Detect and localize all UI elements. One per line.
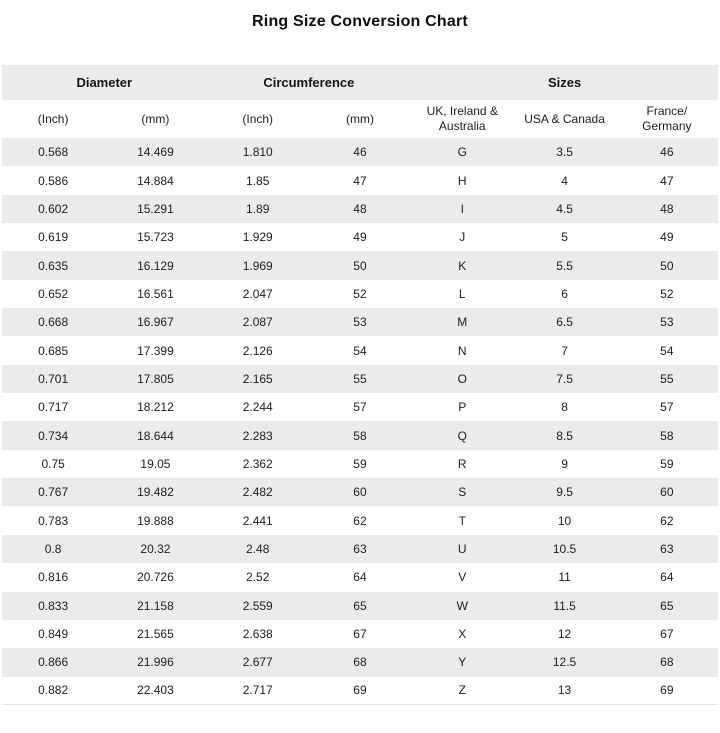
table-cell: 2.559 (207, 592, 309, 620)
column-header-diameter-inch: (Inch) (2, 100, 104, 138)
column-header-diameter-mm: (mm) (104, 100, 206, 138)
table-cell: 60 (616, 478, 718, 506)
table-cell: 16.967 (104, 308, 206, 336)
table-cell: 13 (513, 677, 615, 705)
table-row (2, 506, 718, 534)
table-cell: 4 (513, 166, 615, 194)
column-header-uk-ireland-australia: UK, Ireland & Australia (411, 100, 513, 138)
table-cell: 5.5 (513, 251, 615, 279)
group-header-row (2, 65, 718, 100)
table-cell: W (411, 592, 513, 620)
table-cell: 17.399 (104, 336, 206, 364)
column-header-circumference-mm: (mm) (309, 100, 411, 138)
table-cell: 69 (309, 677, 411, 705)
table-cell: O (411, 365, 513, 393)
table-cell: 67 (309, 620, 411, 648)
table-cell: 2.362 (207, 450, 309, 478)
table-cell: 0.568 (2, 138, 104, 166)
table-cell: 0.866 (2, 648, 104, 676)
table-row (2, 336, 718, 364)
table-cell: 11 (513, 563, 615, 591)
table-cell: 46 (309, 138, 411, 166)
table-cell: 0.783 (2, 506, 104, 534)
table-cell: 57 (309, 393, 411, 421)
column-header-row (2, 100, 718, 138)
table-cell: 58 (309, 421, 411, 449)
table-cell: 54 (309, 336, 411, 364)
table-cell: 3.5 (513, 138, 615, 166)
table-cell: 2.165 (207, 365, 309, 393)
table-cell: 59 (309, 450, 411, 478)
table-cell: 17.805 (104, 365, 206, 393)
table-cell: 52 (309, 280, 411, 308)
table-cell: 14.469 (104, 138, 206, 166)
table-cell: 0.882 (2, 677, 104, 705)
table-cell: 8 (513, 393, 615, 421)
table-cell: J (411, 223, 513, 251)
table-cell: 0.833 (2, 592, 104, 620)
table-cell: 18.644 (104, 421, 206, 449)
table-cell: 12.5 (513, 648, 615, 676)
table-cell: 0.586 (2, 166, 104, 194)
table-cell: 0.75 (2, 450, 104, 478)
group-header-circumference: Circumference (207, 65, 412, 100)
table-cell: 62 (309, 506, 411, 534)
table-cell: L (411, 280, 513, 308)
table-cell: U (411, 535, 513, 563)
table-cell: 5 (513, 223, 615, 251)
table-cell: 65 (309, 592, 411, 620)
table-cell: Q (411, 421, 513, 449)
table-cell: 2.638 (207, 620, 309, 648)
table-row (2, 308, 718, 336)
table-cell: 9 (513, 450, 615, 478)
table-cell: 1.85 (207, 166, 309, 194)
table-cell: P (411, 393, 513, 421)
table-header (2, 65, 718, 138)
table-cell: 0.635 (2, 251, 104, 279)
table-cell: 53 (309, 308, 411, 336)
table-cell: 47 (309, 166, 411, 194)
column-header-usa-canada: USA & Canada (513, 100, 615, 138)
table-row (2, 421, 718, 449)
table-cell: 19.482 (104, 478, 206, 506)
table-cell: 10 (513, 506, 615, 534)
table-cell: 0.701 (2, 365, 104, 393)
table-cell: 0.685 (2, 336, 104, 364)
table-cell: S (411, 478, 513, 506)
table-cell: 16.561 (104, 280, 206, 308)
table-cell: 6 (513, 280, 615, 308)
table-cell: 15.291 (104, 195, 206, 223)
table-cell: T (411, 506, 513, 534)
table-cell: 2.717 (207, 677, 309, 705)
table-cell: 52 (616, 280, 718, 308)
table-cell: 6.5 (513, 308, 615, 336)
table-cell: N (411, 336, 513, 364)
table-cell: 2.52 (207, 563, 309, 591)
table-cell: M (411, 308, 513, 336)
table-cell: 49 (309, 223, 411, 251)
table-cell: 47 (616, 166, 718, 194)
table-cell: Z (411, 677, 513, 705)
table-cell: 19.05 (104, 450, 206, 478)
table-cell: 68 (309, 648, 411, 676)
table-cell: 69 (616, 677, 718, 705)
table-row (2, 450, 718, 478)
table-row (2, 535, 718, 563)
table-cell: 0.8 (2, 535, 104, 563)
table-cell: 15.723 (104, 223, 206, 251)
group-header-diameter: Diameter (2, 65, 207, 100)
table-row (2, 365, 718, 393)
table-cell: 7 (513, 336, 615, 364)
table-cell: 16.129 (104, 251, 206, 279)
table-cell: 20.726 (104, 563, 206, 591)
table-cell: 1.929 (207, 223, 309, 251)
table-cell: 54 (616, 336, 718, 364)
table-cell: 2.126 (207, 336, 309, 364)
table-cell: X (411, 620, 513, 648)
table-row (2, 251, 718, 279)
table-cell: 50 (616, 251, 718, 279)
table-row (2, 138, 718, 166)
table-cell: 68 (616, 648, 718, 676)
table-cell: 46 (616, 138, 718, 166)
table-body (2, 138, 718, 705)
table-row (2, 563, 718, 591)
table-cell: 11.5 (513, 592, 615, 620)
table-cell: 55 (616, 365, 718, 393)
table-cell: K (411, 251, 513, 279)
table-cell: 18.212 (104, 393, 206, 421)
table-cell: G (411, 138, 513, 166)
table-cell: 21.565 (104, 620, 206, 648)
table-cell: 2.283 (207, 421, 309, 449)
table-cell: 48 (616, 195, 718, 223)
table-cell: 2.48 (207, 535, 309, 563)
table-cell: 64 (616, 563, 718, 591)
table-cell: 64 (309, 563, 411, 591)
table-row (2, 478, 718, 506)
table-cell: H (411, 166, 513, 194)
table-cell: I (411, 195, 513, 223)
table-cell: 63 (309, 535, 411, 563)
table-cell: 14.884 (104, 166, 206, 194)
table-cell: 58 (616, 421, 718, 449)
table-cell: 0.668 (2, 308, 104, 336)
table-cell: 8.5 (513, 421, 615, 449)
table-cell: 0.767 (2, 478, 104, 506)
ring-size-conversion-table (2, 65, 718, 705)
table-cell: 62 (616, 506, 718, 534)
table-cell: 0.619 (2, 223, 104, 251)
table-cell: 67 (616, 620, 718, 648)
table-cell: 0.717 (2, 393, 104, 421)
table-row (2, 592, 718, 620)
table-cell: 2.244 (207, 393, 309, 421)
table-cell: 0.849 (2, 620, 104, 648)
table-cell: 10.5 (513, 535, 615, 563)
table-cell: Y (411, 648, 513, 676)
table-cell: 0.816 (2, 563, 104, 591)
table-row (2, 195, 718, 223)
table-cell: 1.810 (207, 138, 309, 166)
table-cell: 48 (309, 195, 411, 223)
table-cell: R (411, 450, 513, 478)
column-header-circumference-inch: (Inch) (207, 100, 309, 138)
table-cell: 57 (616, 393, 718, 421)
table-cell: 59 (616, 450, 718, 478)
table-cell: 19.888 (104, 506, 206, 534)
group-header-sizes: Sizes (411, 65, 718, 100)
table-cell: 22.403 (104, 677, 206, 705)
table-row (2, 166, 718, 194)
table-cell: 12 (513, 620, 615, 648)
table-cell: 2.047 (207, 280, 309, 308)
table-cell: 2.087 (207, 308, 309, 336)
table-row (2, 280, 718, 308)
page-title: Ring Size Conversion Chart (252, 13, 468, 30)
table-cell: 7.5 (513, 365, 615, 393)
table-cell: 2.441 (207, 506, 309, 534)
table-cell: 1.969 (207, 251, 309, 279)
table-cell: 50 (309, 251, 411, 279)
ring-size-conversion-page (0, 13, 720, 705)
table-cell: V (411, 563, 513, 591)
table-cell: 65 (616, 592, 718, 620)
table-cell: 53 (616, 308, 718, 336)
table-row (2, 393, 718, 421)
table-cell: 0.652 (2, 280, 104, 308)
table-row (2, 223, 718, 251)
table-row (2, 648, 718, 676)
table-cell: 0.602 (2, 195, 104, 223)
table-cell: 0.734 (2, 421, 104, 449)
table-cell: 49 (616, 223, 718, 251)
table-cell: 1.89 (207, 195, 309, 223)
table-cell: 21.158 (104, 592, 206, 620)
table-row (2, 620, 718, 648)
table-row (2, 677, 718, 705)
table-cell: 60 (309, 478, 411, 506)
table-cell: 2.677 (207, 648, 309, 676)
table-cell: 20.32 (104, 535, 206, 563)
table-cell: 21.996 (104, 648, 206, 676)
table-cell: 63 (616, 535, 718, 563)
table-cell: 55 (309, 365, 411, 393)
column-header-france-germany: France/ Germany (616, 100, 718, 138)
table-cell: 4.5 (513, 195, 615, 223)
table-cell: 2.482 (207, 478, 309, 506)
table-cell: 9.5 (513, 478, 615, 506)
